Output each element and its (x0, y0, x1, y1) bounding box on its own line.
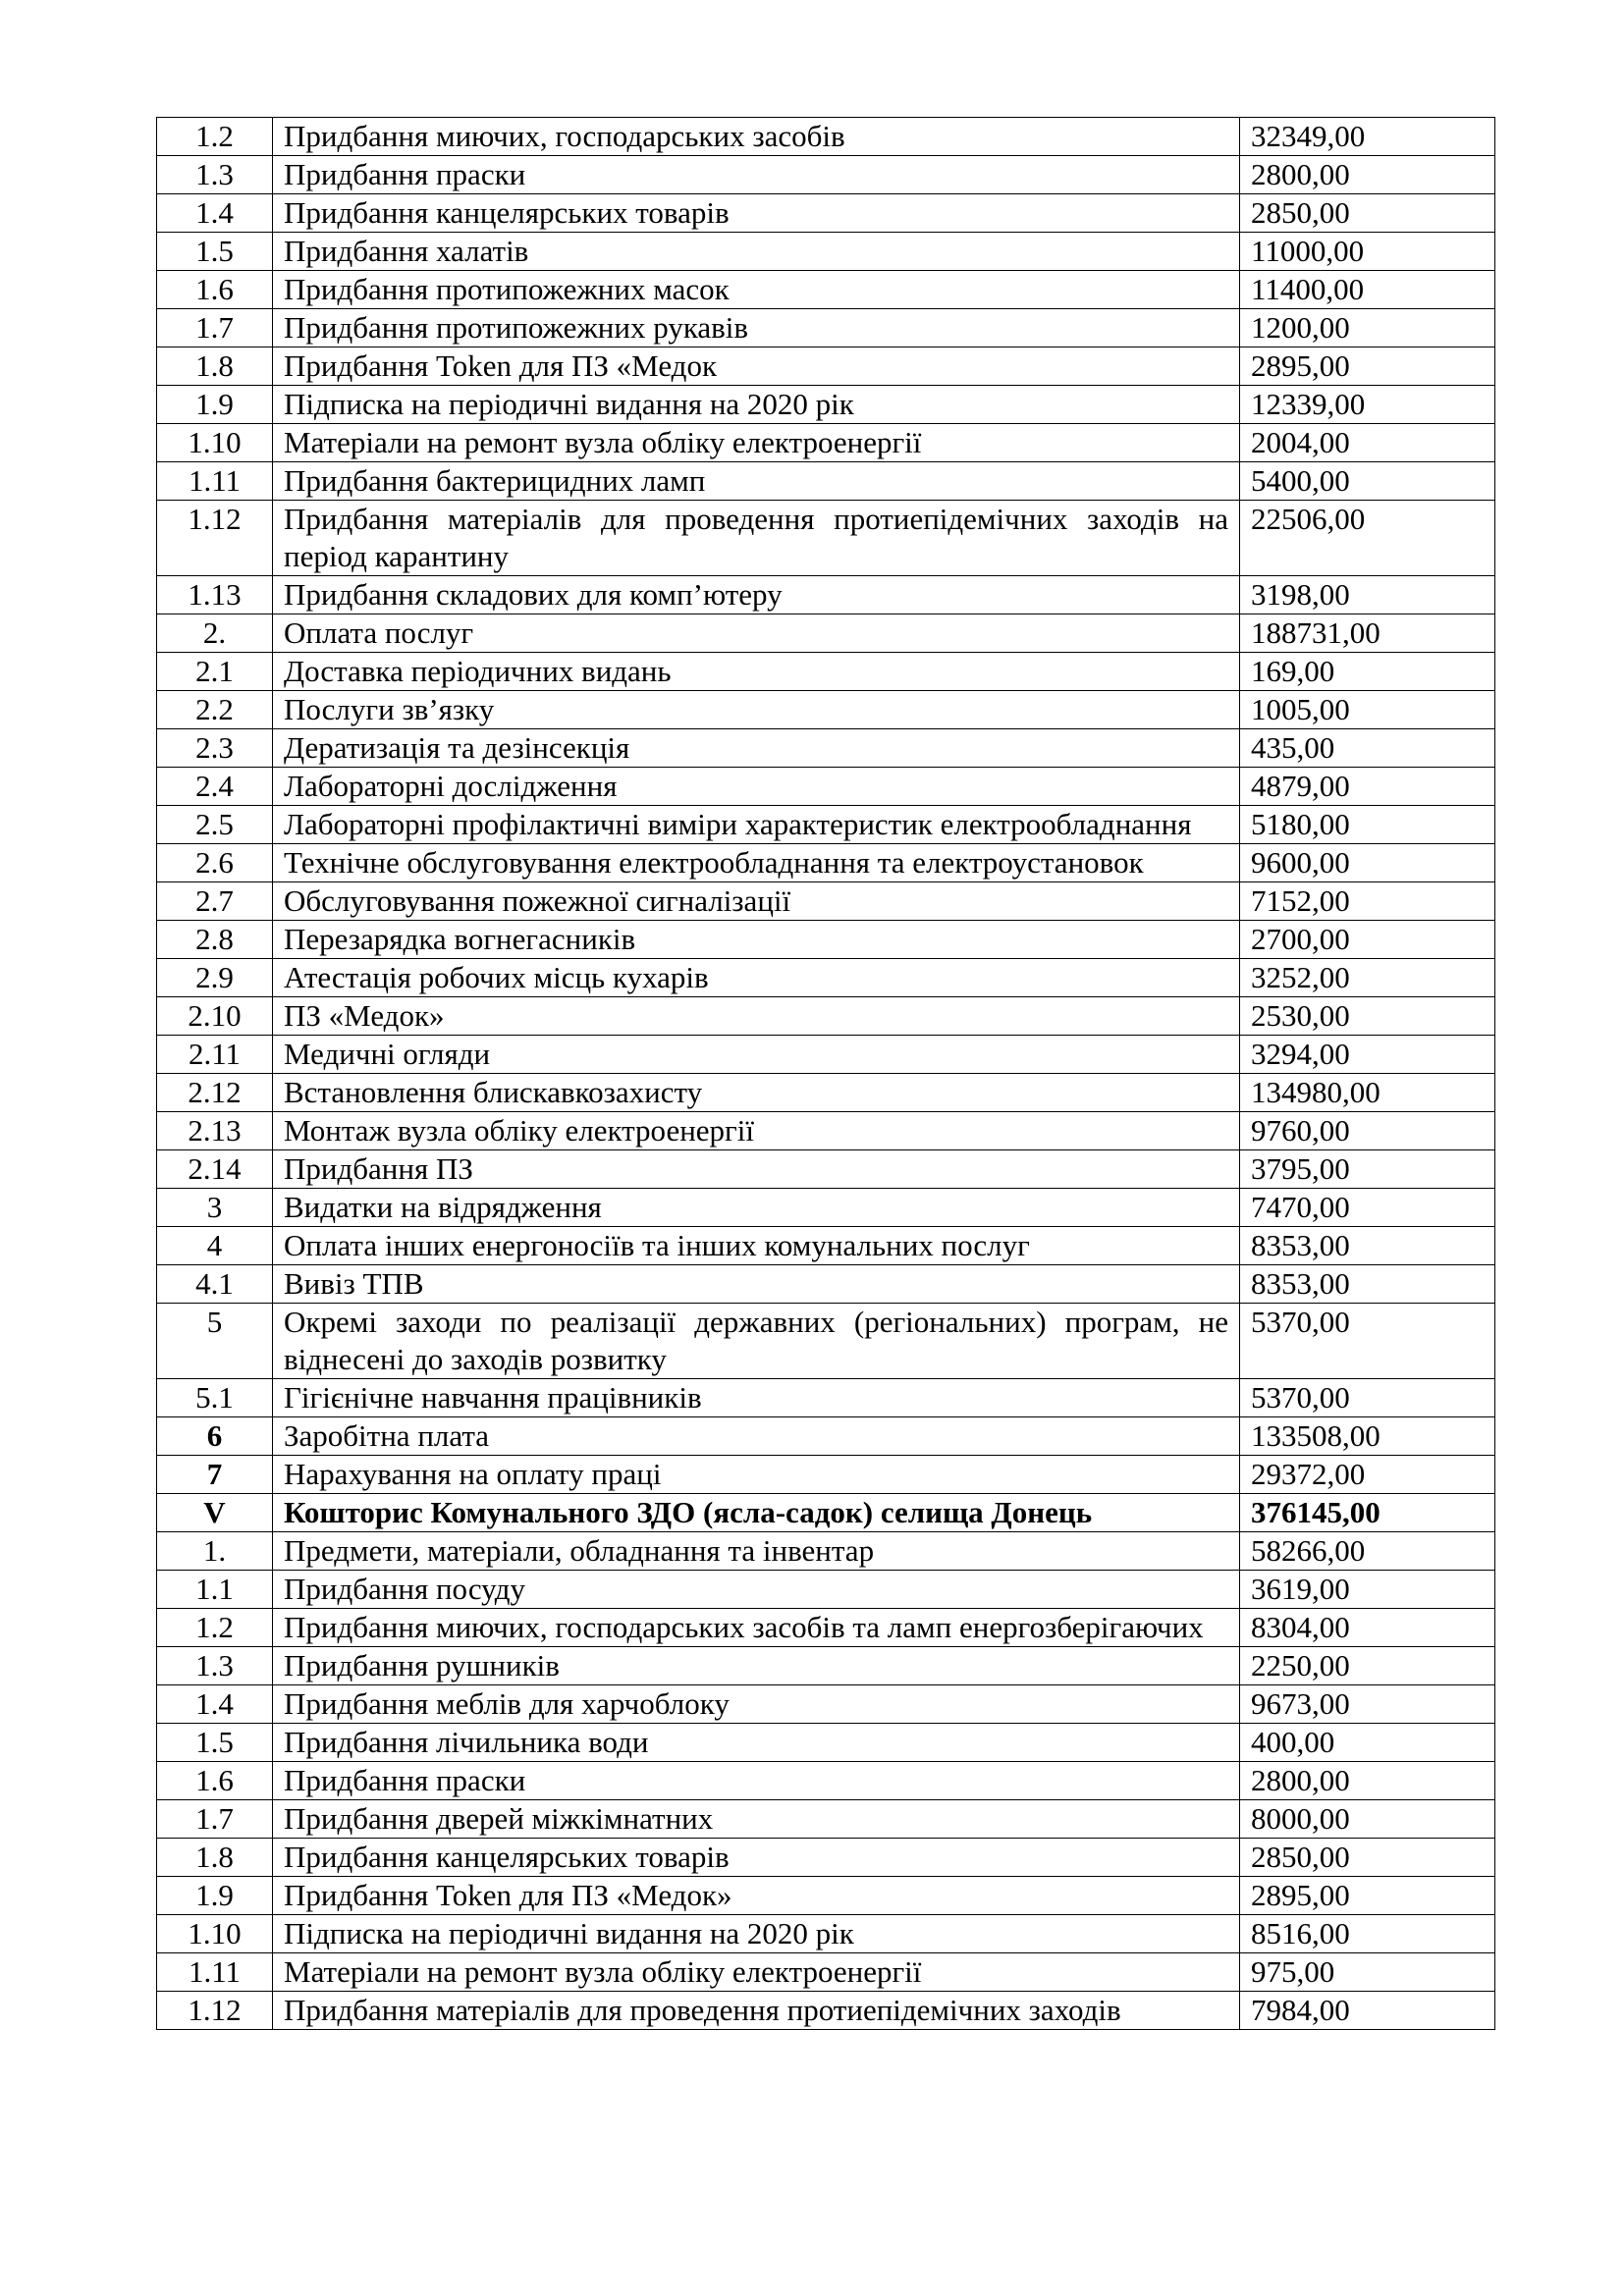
row-number-cell: 1.10 (157, 424, 273, 462)
amount-cell: 3619,00 (1240, 1571, 1495, 1609)
amount-cell: 8000,00 (1240, 1800, 1495, 1839)
expense-name-cell: Підписка на періодичні видання на 2020 рік (273, 386, 1240, 424)
amount-cell: 376145,00 (1240, 1494, 1495, 1532)
row-number-cell: 5.1 (157, 1379, 273, 1417)
expense-name-cell: Придбання меблів для харчоблоку (273, 1685, 1240, 1724)
amount-cell: 5370,00 (1240, 1379, 1495, 1417)
table-row (157, 1609, 1495, 1647)
row-number-cell: 1.11 (157, 1953, 273, 1992)
expense-name-cell: Лабораторні дослідження (273, 768, 1240, 806)
amount-cell: 2800,00 (1240, 1762, 1495, 1800)
table-row (157, 1189, 1495, 1227)
table-row (157, 1915, 1495, 1953)
row-number-cell: 2.11 (157, 1036, 273, 1074)
row-number-cell: 2.1 (157, 653, 273, 691)
row-number-cell: 3 (157, 1189, 273, 1227)
table-row (157, 1877, 1495, 1915)
amount-cell: 3294,00 (1240, 1036, 1495, 1074)
expense-name-cell: Придбання Token для ПЗ «Медок (273, 347, 1240, 386)
expense-name-cell: Придбання лічильника води (273, 1724, 1240, 1762)
expense-name-cell: Гігієнічне навчання працівників (273, 1379, 1240, 1417)
expense-name-cell: Придбання дверей міжкімнатних (273, 1800, 1240, 1839)
amount-cell: 9673,00 (1240, 1685, 1495, 1724)
row-number-cell: 1.6 (157, 1762, 273, 1800)
expense-name-cell: Окремі заходи по реалізації державних (регіональних) програм, не віднесені до заходів розвитку (273, 1304, 1240, 1379)
table-row (157, 1532, 1495, 1571)
amount-cell: 400,00 (1240, 1724, 1495, 1762)
table-row (157, 1685, 1495, 1724)
amount-cell: 133508,00 (1240, 1417, 1495, 1456)
row-number-cell: 2. (157, 614, 273, 653)
amount-cell: 2700,00 (1240, 921, 1495, 959)
amount-cell: 7152,00 (1240, 882, 1495, 921)
table-row (157, 921, 1495, 959)
amount-cell: 2850,00 (1240, 194, 1495, 233)
row-number-cell: 2.4 (157, 768, 273, 806)
row-number-cell: 1.10 (157, 1915, 273, 1953)
row-number-cell: 4.1 (157, 1265, 273, 1304)
table-row (157, 347, 1495, 386)
expense-name-cell: Вивіз ТПВ (273, 1265, 1240, 1304)
expense-name-cell: Придбання протипожежних масок (273, 271, 1240, 309)
row-number-cell: 1.3 (157, 1647, 273, 1685)
amount-cell: 7470,00 (1240, 1189, 1495, 1227)
expense-name-cell: Матеріали на ремонт вузла обліку електроенергії (273, 1953, 1240, 1992)
expense-name-cell: Оплата інших енергоносіїв та інших комунальних послуг (273, 1227, 1240, 1265)
expense-name-cell: Медичні огляди (273, 1036, 1240, 1074)
amount-cell: 3795,00 (1240, 1150, 1495, 1189)
table-row (157, 271, 1495, 309)
table-row (157, 1265, 1495, 1304)
row-number-cell: 1.4 (157, 1685, 273, 1724)
table-row (157, 1417, 1495, 1456)
row-number-cell: 1.5 (157, 233, 273, 271)
table-row (157, 501, 1495, 576)
amount-cell: 8353,00 (1240, 1227, 1495, 1265)
expense-name-cell: Придбання халатів (273, 233, 1240, 271)
expense-name-cell: Технічне обслуговування електрообладнання та електроустановок (273, 844, 1240, 882)
table-row (157, 1800, 1495, 1839)
row-number-cell: V (157, 1494, 273, 1532)
row-number-cell: 2.6 (157, 844, 273, 882)
expense-name-cell: Придбання посуду (273, 1571, 1240, 1609)
expense-name-cell: Послуги зв’язку (273, 691, 1240, 729)
amount-cell: 975,00 (1240, 1953, 1495, 1992)
table-row (157, 729, 1495, 768)
row-number-cell: 2.9 (157, 959, 273, 997)
amount-cell: 8304,00 (1240, 1609, 1495, 1647)
row-number-cell: 4 (157, 1227, 273, 1265)
row-number-cell: 1.6 (157, 271, 273, 309)
table-row (157, 1304, 1495, 1379)
amount-cell: 134980,00 (1240, 1074, 1495, 1112)
row-number-cell: 2.5 (157, 806, 273, 844)
row-number-cell: 1.2 (157, 1609, 273, 1647)
amount-cell: 435,00 (1240, 729, 1495, 768)
row-number-cell: 1.7 (157, 1800, 273, 1839)
table-row (157, 1074, 1495, 1112)
expense-name-cell: Лабораторні профілактичні виміри характеристик електрообладнання (273, 806, 1240, 844)
expense-name-cell: Доставка періодичних видань (273, 653, 1240, 691)
amount-cell: 7984,00 (1240, 1992, 1495, 2030)
row-number-cell: 1. (157, 1532, 273, 1571)
amount-cell: 11000,00 (1240, 233, 1495, 271)
row-number-cell: 2.10 (157, 997, 273, 1036)
amount-cell: 5180,00 (1240, 806, 1495, 844)
amount-cell: 2895,00 (1240, 1877, 1495, 1915)
row-number-cell: 7 (157, 1456, 273, 1494)
expense-name-cell: Придбання матеріалів для проведення протиепідемічних заходів (273, 1992, 1240, 2030)
amount-cell: 4879,00 (1240, 768, 1495, 806)
expense-name-cell: Придбання миючих, господарських засобів та ламп енергозберігаючих (273, 1609, 1240, 1647)
expense-name-cell: Придбання миючих, господарських засобів (273, 118, 1240, 156)
expense-name-cell: Перезарядка вогнегасників (273, 921, 1240, 959)
amount-cell: 3252,00 (1240, 959, 1495, 997)
expense-name-cell: Придбання праски (273, 1762, 1240, 1800)
expense-name-cell: Придбання канцелярських товарів (273, 1839, 1240, 1877)
row-number-cell: 1.9 (157, 386, 273, 424)
row-number-cell: 1.7 (157, 309, 273, 347)
expense-name-cell: Придбання Token для ПЗ «Медок» (273, 1877, 1240, 1915)
amount-cell: 2250,00 (1240, 1647, 1495, 1685)
row-number-cell: 2.13 (157, 1112, 273, 1150)
amount-cell: 5370,00 (1240, 1304, 1495, 1379)
amount-cell: 5400,00 (1240, 462, 1495, 501)
table-row (157, 959, 1495, 997)
expense-name-cell: ПЗ «Медок» (273, 997, 1240, 1036)
budget-table (156, 117, 1495, 2030)
table-row (157, 194, 1495, 233)
amount-cell: 3198,00 (1240, 576, 1495, 614)
expense-name-cell: Монтаж вузла обліку електроенергії (273, 1112, 1240, 1150)
table-row (157, 1647, 1495, 1685)
row-number-cell: 1.3 (157, 156, 273, 194)
table-row (157, 1953, 1495, 1992)
amount-cell: 22506,00 (1240, 501, 1495, 576)
amount-cell: 169,00 (1240, 653, 1495, 691)
row-number-cell: 2.8 (157, 921, 273, 959)
expense-name-cell: Придбання протипожежних рукавів (273, 309, 1240, 347)
amount-cell: 2800,00 (1240, 156, 1495, 194)
amount-cell: 8516,00 (1240, 1915, 1495, 1953)
expense-name-cell: Встановлення блискавкозахисту (273, 1074, 1240, 1112)
amount-cell: 9600,00 (1240, 844, 1495, 882)
row-number-cell: 1.11 (157, 462, 273, 501)
expense-name-cell: Предмети, матеріали, обладнання та інвентар (273, 1532, 1240, 1571)
budget-table-body (157, 118, 1495, 2030)
amount-cell: 1005,00 (1240, 691, 1495, 729)
amount-cell: 2850,00 (1240, 1839, 1495, 1877)
table-row (157, 118, 1495, 156)
table-row (157, 997, 1495, 1036)
expense-name-cell: Атестація робочих місць кухарів (273, 959, 1240, 997)
table-row (157, 882, 1495, 921)
row-number-cell: 2.14 (157, 1150, 273, 1189)
table-row (157, 233, 1495, 271)
table-row (157, 1112, 1495, 1150)
table-row (157, 1494, 1495, 1532)
table-row (157, 1724, 1495, 1762)
amount-cell: 2004,00 (1240, 424, 1495, 462)
row-number-cell: 1.2 (157, 118, 273, 156)
amount-cell: 58266,00 (1240, 1532, 1495, 1571)
row-number-cell: 2.12 (157, 1074, 273, 1112)
table-row (157, 844, 1495, 882)
row-number-cell: 1.5 (157, 1724, 273, 1762)
row-number-cell: 2.7 (157, 882, 273, 921)
expense-name-cell: Матеріали на ремонт вузла обліку електроенергії (273, 424, 1240, 462)
expense-name-cell: Придбання бактерицидних ламп (273, 462, 1240, 501)
expense-name-cell: Оплата послуг (273, 614, 1240, 653)
expense-name-cell: Придбання матеріалів для проведення протиепідемічних заходів на період карантину (273, 501, 1240, 576)
expense-name-cell: Заробітна плата (273, 1417, 1240, 1456)
amount-cell: 11400,00 (1240, 271, 1495, 309)
table-row (157, 309, 1495, 347)
amount-cell: 8353,00 (1240, 1265, 1495, 1304)
amount-cell: 2530,00 (1240, 997, 1495, 1036)
row-number-cell: 2.2 (157, 691, 273, 729)
expense-name-cell: Підписка на періодичні видання на 2020 рік (273, 1915, 1240, 1953)
table-row (157, 1036, 1495, 1074)
table-row (157, 1992, 1495, 2030)
amount-cell: 32349,00 (1240, 118, 1495, 156)
table-row (157, 1571, 1495, 1609)
table-row (157, 1762, 1495, 1800)
row-number-cell: 5 (157, 1304, 273, 1379)
table-row (157, 462, 1495, 501)
expense-name-cell: Обслуговування пожежної сигналізації (273, 882, 1240, 921)
expense-name-cell: Кошторис Комунального ЗДО (ясла-садок) селища Донець (273, 1494, 1240, 1532)
table-row (157, 1150, 1495, 1189)
expense-name-cell: Придбання складових для комп’ютеру (273, 576, 1240, 614)
row-number-cell: 2.3 (157, 729, 273, 768)
table-row (157, 806, 1495, 844)
table-row (157, 1839, 1495, 1877)
row-number-cell: 1.12 (157, 501, 273, 576)
table-row (157, 1379, 1495, 1417)
table-row (157, 1456, 1495, 1494)
row-number-cell: 1.8 (157, 1839, 273, 1877)
row-number-cell: 1.9 (157, 1877, 273, 1915)
row-number-cell: 1.13 (157, 576, 273, 614)
table-row (157, 386, 1495, 424)
amount-cell: 2895,00 (1240, 347, 1495, 386)
expense-name-cell: Придбання канцелярських товарів (273, 194, 1240, 233)
amount-cell: 188731,00 (1240, 614, 1495, 653)
expense-name-cell: Видатки на відрядження (273, 1189, 1240, 1227)
expense-name-cell: Придбання ПЗ (273, 1150, 1240, 1189)
table-row (157, 614, 1495, 653)
expense-name-cell: Дератизація та дезінсекція (273, 729, 1240, 768)
amount-cell: 9760,00 (1240, 1112, 1495, 1150)
amount-cell: 29372,00 (1240, 1456, 1495, 1494)
table-row (157, 156, 1495, 194)
amount-cell: 12339,00 (1240, 386, 1495, 424)
amount-cell: 1200,00 (1240, 309, 1495, 347)
table-row (157, 576, 1495, 614)
row-number-cell: 1.1 (157, 1571, 273, 1609)
table-row (157, 1227, 1495, 1265)
table-row (157, 691, 1495, 729)
table-row (157, 424, 1495, 462)
table-row (157, 653, 1495, 691)
expense-name-cell: Придбання рушників (273, 1647, 1240, 1685)
row-number-cell: 1.8 (157, 347, 273, 386)
expense-name-cell: Нарахування на оплату праці (273, 1456, 1240, 1494)
row-number-cell: 1.12 (157, 1992, 273, 2030)
expense-name-cell: Придбання праски (273, 156, 1240, 194)
row-number-cell: 6 (157, 1417, 273, 1456)
table-row (157, 768, 1495, 806)
row-number-cell: 1.4 (157, 194, 273, 233)
